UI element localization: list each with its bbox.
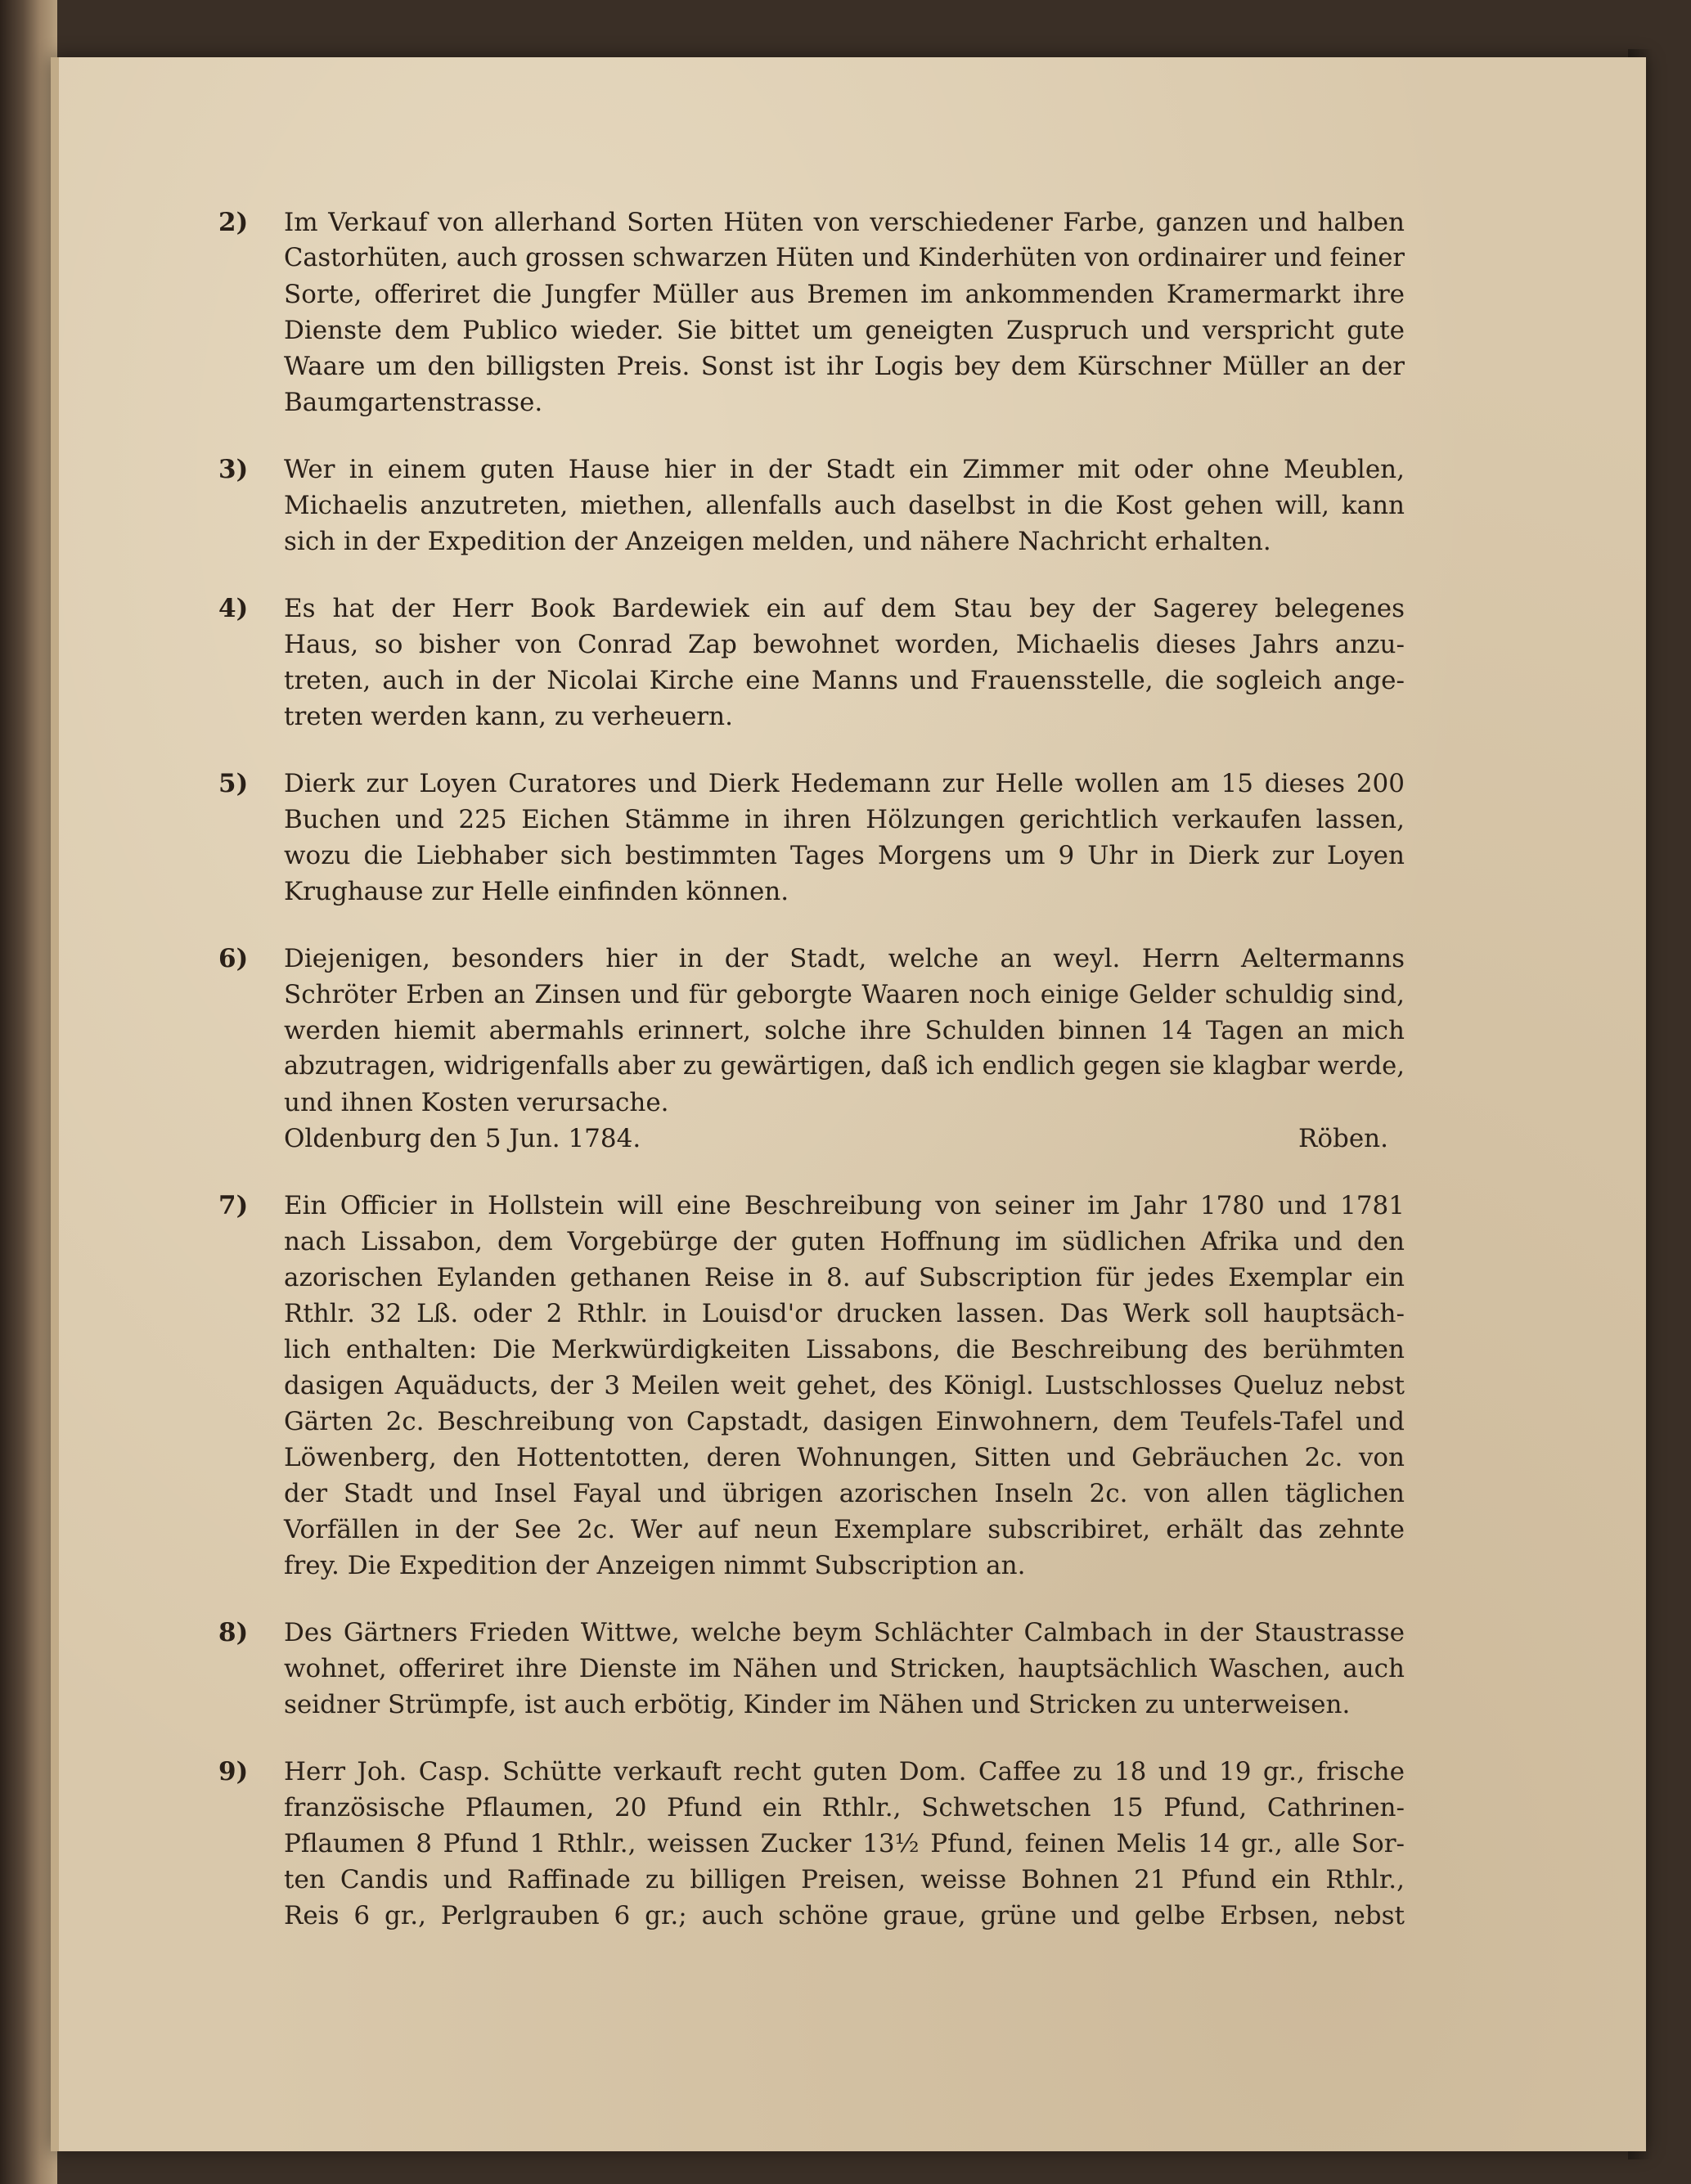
text-line: Ein Officier in Hollstein will eine Beschreibung von seiner im Jahr 1780 und 1781 <box>284 1191 1405 1220</box>
text-line: Krughause zur Helle einfinden können. <box>284 877 789 906</box>
entry-number: 2) <box>218 208 249 237</box>
entry-number: 3) <box>218 455 249 484</box>
notice-entry <box>218 1188 1405 1584</box>
text-line: nach Lissabon, dem Vorgebürge der guten Hoffnung im südlichen Afrika und den <box>284 1227 1405 1256</box>
text-line: seidner Strümpfe, ist auch erbötig, Kinder im Nähen und Stricken zu unterweisen. <box>284 1690 1351 1719</box>
text-line: Im Verkauf von allerhand Sorten Hüten von verschiedener Farbe, ganzen und halben <box>284 208 1405 237</box>
text-line: Baumgartenstrasse. <box>284 388 543 417</box>
notice-entry <box>218 204 1405 420</box>
text-line: Michaelis anzutreten, miethen, allenfalls auch daselbst in die Kost gehen will, kann <box>284 491 1405 520</box>
text-line: Sorte, offeriret die Jungfer Müller aus Bremen im ankommenden Kramermarkt ihre <box>284 280 1405 309</box>
text-line: dasigen Aquäducts, der 3 Meilen weit gehet, des Königl. Lustschlosses Queluz nebst <box>284 1371 1405 1400</box>
page-content <box>218 204 1405 1965</box>
text-line: werden hiemit abermahls erinnert, solche ihre Schulden binnen 14 Tagen an mich <box>284 1016 1405 1045</box>
text-line: frey. Die Expedition der Anzeigen nimmt Subscription an. <box>284 1551 1026 1580</box>
text-line: Waare um den billigsten Preis. Sonst ist ihr Logis bey dem Kürschner Müller an der <box>284 352 1405 381</box>
entry-number: 7) <box>218 1191 249 1220</box>
signature: Röben. <box>1297 1124 1388 1153</box>
text-line: Es hat der Herr Book Bardewiek ein auf dem Stau bey der Sagerey belegenes <box>284 594 1405 623</box>
notice-entry <box>218 941 1405 1157</box>
text-line: französische Pflaumen, 20 Pfund ein Rthlr., Schwetschen 15 Pfund, Cathrinen- <box>284 1793 1405 1822</box>
text-line: Diejenigen, besonders hier in der Stadt, welche an weyl. Herrn Aeltermanns <box>284 944 1405 973</box>
text-line: sich in der Expedition der Anzeigen melden, und nähere Nachricht erhalten. <box>284 527 1271 556</box>
text-line: wohnet, offeriret ihre Dienste im Nähen und Stricken, hauptsächlich Waschen, auch <box>284 1654 1405 1683</box>
text-line: Buchen und 225 Eichen Stämme in ihren Hölzungen gerichtlich verkaufen lassen, <box>284 805 1405 834</box>
text-line: Löwenberg, den Hottentotten, deren Wohnungen, Sitten und Gebräuchen 2c. von <box>284 1443 1405 1472</box>
text-line: Schröter Erben an Zinsen und für geborgte Waaren noch einige Gelder schuldig sind, <box>284 980 1405 1009</box>
text-line: abzutragen, widrigenfalls aber zu gewärtigen, daß ich endlich gegen sie klagbar werde, <box>284 1052 1405 1081</box>
text-line: Vorfällen in der See 2c. Wer auf neun Exemplare subscribiret, erhält das zehnte <box>284 1515 1405 1544</box>
text-line: Dierk zur Loyen Curatores und Dierk Hedemann zur Helle wollen am 15 dieses 200 <box>284 769 1405 798</box>
notice-entry <box>218 1615 1405 1723</box>
text-line: und ihnen Kosten verursache. <box>284 1088 669 1117</box>
place-date: Oldenburg den 5 Jun. 1784. <box>284 1124 641 1153</box>
text-line: lich enthalten: Die Merkwürdigkeiten Lissabons, die Beschreibung des berühmten <box>284 1335 1405 1364</box>
notice-entry <box>218 591 1405 735</box>
entry-number: 9) <box>218 1757 249 1786</box>
text-line: treten, auch in der Nicolai Kirche eine Manns und Frauensstelle, die sogleich ange- <box>284 666 1405 695</box>
document-page <box>51 57 1646 2151</box>
book-spine-edge <box>0 0 57 2184</box>
text-line: Haus, so bisher von Conrad Zap bewohnet worden, Michaelis dieses Jahrs anzu- <box>284 630 1405 659</box>
text-line: Herr Joh. Casp. Schütte verkauft recht guten Dom. Caffee zu 18 und 19 gr., frische <box>284 1757 1405 1786</box>
entry-number: 6) <box>218 944 249 973</box>
text-line: Dienste dem Publico wieder. Sie bittet um geneigten Zuspruch und verspricht gute <box>284 316 1405 345</box>
entry-number: 5) <box>218 769 249 798</box>
entry-number: 8) <box>218 1618 249 1647</box>
text-line: Castorhüten, auch grossen schwarzen Hüten und Kinderhüten von ordinairer und feiner <box>284 244 1405 272</box>
text-line: Des Gärtners Frieden Wittwe, welche beym Schlächter Calmbach in der Staustrasse <box>284 1618 1405 1647</box>
text-line: Pflaumen 8 Pfund 1 Rthlr., weissen Zucker 13½ Pfund, feinen Melis 14 gr., alle Sor- <box>284 1829 1405 1858</box>
text-line: Wer in einem guten Hause hier in der Stadt ein Zimmer mit oder ohne Meublen, <box>284 455 1405 484</box>
text-line: azorischen Eylanden gethanen Reise in 8. auf Subscription für jedes Exemplar ein <box>284 1263 1405 1292</box>
dateline <box>284 1121 1405 1157</box>
notice-entry <box>218 766 1405 910</box>
text-line: ten Candis und Raffinade zu billigen Preisen, weisse Bohnen 21 Pfund ein Rthlr., <box>284 1865 1405 1894</box>
notice-entry <box>218 1754 1405 1934</box>
text-line: wozu die Liebhaber sich bestimmten Tages Morgens um 9 Uhr in Dierk zur Loyen <box>284 841 1405 870</box>
entry-number: 4) <box>218 594 249 623</box>
text-line: Rthlr. 32 Lß. oder 2 Rthlr. in Louisd'or drucken lassen. Das Werk soll hauptsäch- <box>284 1299 1405 1328</box>
text-line: der Stadt und Insel Fayal und übrigen azorischen Inseln 2c. von allen täglichen <box>284 1479 1405 1508</box>
text-line: treten werden kann, zu verheuern. <box>284 702 733 731</box>
text-line: Reis 6 gr., Perlgrauben 6 gr.; auch schöne graue, grüne und gelbe Erbsen, nebst <box>284 1901 1405 1930</box>
notice-entry <box>218 452 1405 559</box>
text-line: Gärten 2c. Beschreibung von Capstadt, dasigen Einwohnern, dem Teufels-Tafel und <box>284 1407 1405 1436</box>
